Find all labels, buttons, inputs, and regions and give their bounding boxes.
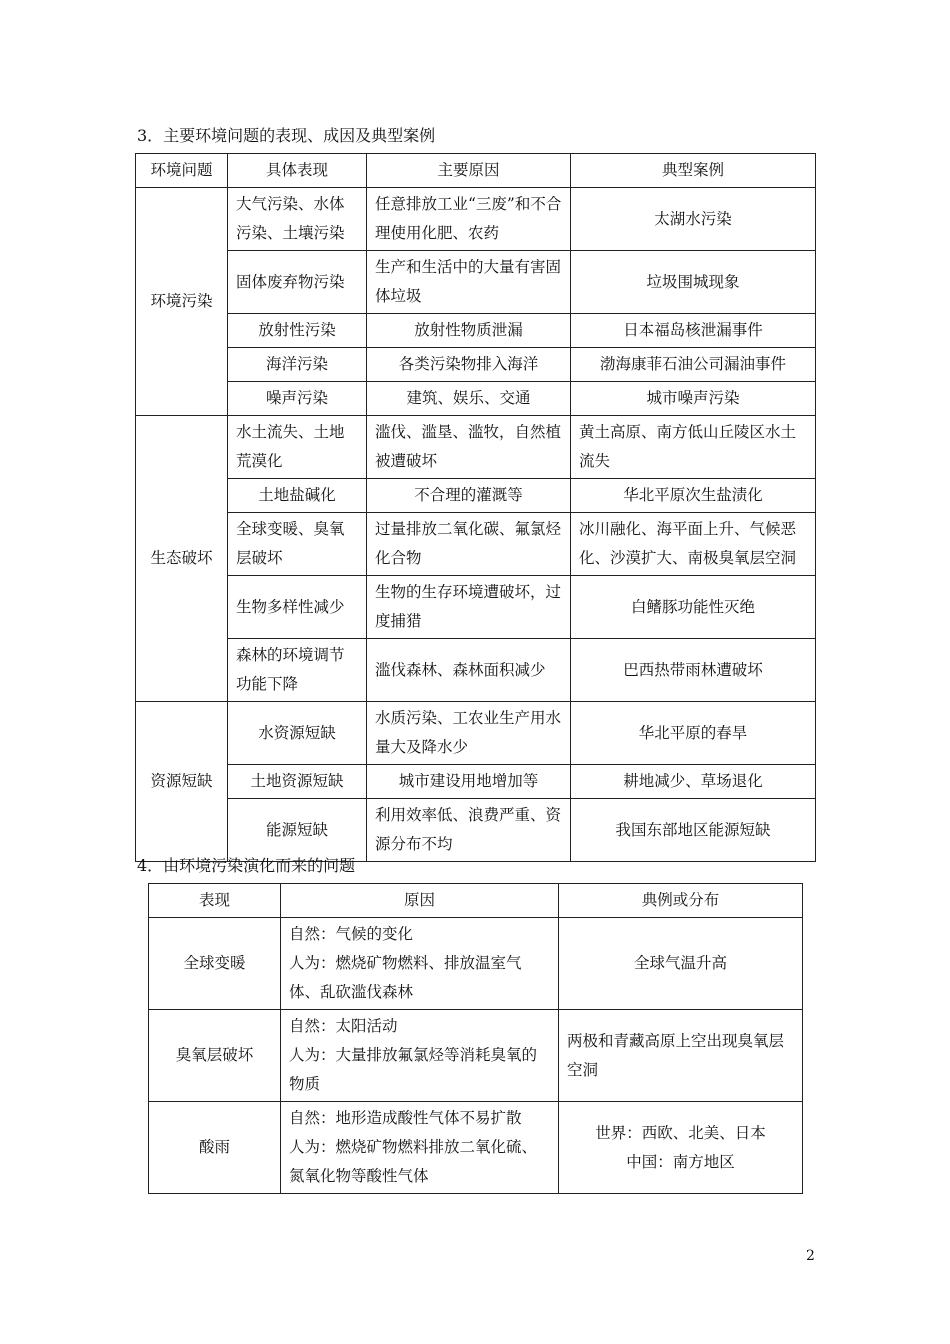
table-row bbox=[136, 765, 816, 799]
cause-cell bbox=[281, 918, 559, 1010]
cause-cell bbox=[281, 1102, 559, 1194]
cause-cell: 滥伐、滥垦、滥牧，自然植被遭破坏 bbox=[367, 416, 571, 479]
category-cell: 环境污染 bbox=[136, 188, 228, 416]
category-cell: 生态破坏 bbox=[136, 416, 228, 702]
case-cell: 巴西热带雨林遭破坏 bbox=[571, 639, 816, 702]
pollution-evolution-table bbox=[148, 883, 803, 1194]
cause-cell: 滥伐森林、森林面积减少 bbox=[367, 639, 571, 702]
table-row bbox=[136, 314, 816, 348]
performance-cell: 固体废弃物污染 bbox=[228, 251, 367, 314]
table-row bbox=[136, 639, 816, 702]
performance-cell: 土地资源短缺 bbox=[228, 765, 367, 799]
cause-cell: 过量排放二氧化碳、氟氯烃化合物 bbox=[367, 513, 571, 576]
case-cell: 华北平原次生盐渍化 bbox=[571, 479, 816, 513]
performance-cell: 生物多样性减少 bbox=[228, 576, 367, 639]
case-cell: 渤海康菲石油公司漏油事件 bbox=[571, 348, 816, 382]
table-row bbox=[136, 251, 816, 314]
table-row bbox=[136, 513, 816, 576]
case-cell: 耕地减少、草场退化 bbox=[571, 765, 816, 799]
cause-cell: 城市建设用地增加等 bbox=[367, 765, 571, 799]
table-row bbox=[149, 918, 803, 1010]
performance-cell: 海洋污染 bbox=[228, 348, 367, 382]
cause-cell: 水质污染、工农业生产用水量大及降水少 bbox=[367, 702, 571, 765]
example-line: 中国：南方地区 bbox=[626, 1152, 735, 1171]
header-example: 典例或分布 bbox=[559, 884, 803, 918]
table-row bbox=[136, 382, 816, 416]
human-cause: 人为：大量排放氟氯烃等消耗臭氧的物质 bbox=[289, 1046, 538, 1093]
environment-issues-table bbox=[135, 153, 816, 862]
performance-cell: 水土流失、土地荒漠化 bbox=[228, 416, 367, 479]
header-issue: 表现 bbox=[149, 884, 281, 918]
cause-cell: 放射性物质泄漏 bbox=[367, 314, 571, 348]
natural-cause: 自然：地形造成酸性气体不易扩散 bbox=[289, 1109, 522, 1127]
issue-cell: 酸雨 bbox=[149, 1102, 281, 1194]
issue-cell: 全球变暖 bbox=[149, 918, 281, 1010]
table-row bbox=[136, 188, 816, 251]
performance-cell: 大气污染、水体污染、土壤污染 bbox=[228, 188, 367, 251]
performance-cell: 水资源短缺 bbox=[228, 702, 367, 765]
cause-cell: 各类污染物排入海洋 bbox=[367, 348, 571, 382]
case-cell: 华北平原的春旱 bbox=[571, 702, 816, 765]
performance-cell: 森林的环境调节功能下降 bbox=[228, 639, 367, 702]
natural-cause: 自然：太阳活动 bbox=[289, 1017, 398, 1035]
section-4-title: 4．由环境污染演化而来的问题 bbox=[137, 856, 356, 875]
cause-cell: 生产和生活中的大量有害固体垃圾 bbox=[367, 251, 571, 314]
issue-cell: 臭氧层破坏 bbox=[149, 1010, 281, 1102]
table-row bbox=[136, 348, 816, 382]
example-line: 世界：西欧、北美、日本 bbox=[595, 1123, 766, 1142]
cause-cell: 建筑、娱乐、交通 bbox=[367, 382, 571, 416]
example-line: 全球气温升高 bbox=[633, 954, 727, 972]
performance-cell: 能源短缺 bbox=[228, 799, 367, 862]
header-cause: 原因 bbox=[281, 884, 559, 918]
table-row bbox=[149, 1102, 803, 1194]
case-cell: 冰川融化、海平面上升、气候恶化、沙漠扩大、南极臭氧层空洞 bbox=[571, 513, 816, 576]
cause-cell: 不合理的灌溉等 bbox=[367, 479, 571, 513]
performance-cell: 全球变暖、臭氧层破坏 bbox=[228, 513, 367, 576]
performance-cell: 土地盐碱化 bbox=[228, 479, 367, 513]
case-cell: 黄土高原、南方低山丘陵区水土流失 bbox=[571, 416, 816, 479]
cause-cell bbox=[281, 1010, 559, 1102]
case-cell: 我国东部地区能源短缺 bbox=[571, 799, 816, 862]
case-cell: 垃圾围城现象 bbox=[571, 251, 816, 314]
table-row bbox=[149, 1010, 803, 1102]
table-row bbox=[136, 416, 816, 479]
case-cell: 太湖水污染 bbox=[571, 188, 816, 251]
example-line: 两极和青藏高原上空出现臭氧层空洞 bbox=[567, 1031, 785, 1079]
table-row bbox=[136, 576, 816, 639]
natural-cause: 自然：气候的变化 bbox=[289, 925, 414, 943]
table-header-row bbox=[136, 154, 816, 188]
header-issue: 环境问题 bbox=[136, 154, 228, 188]
page-number: 2 bbox=[806, 1248, 815, 1264]
case-cell: 白鳍豚功能性灭绝 bbox=[571, 576, 816, 639]
cause-cell: 任意排放工业“三废”和不合理使用化肥、农药 bbox=[367, 188, 571, 251]
performance-cell: 放射性污染 bbox=[228, 314, 367, 348]
cause-cell: 生物的生存环境遭破坏，过度捕猎 bbox=[367, 576, 571, 639]
human-cause: 人为：燃烧矿物燃料、排放温室气体、乱砍滥伐森林 bbox=[289, 954, 522, 1001]
category-cell: 资源短缺 bbox=[136, 702, 228, 862]
performance-cell: 噪声污染 bbox=[228, 382, 367, 416]
example-cell bbox=[559, 918, 803, 1010]
table-row bbox=[136, 702, 816, 765]
case-cell: 城市噪声污染 bbox=[571, 382, 816, 416]
human-cause: 人为：燃烧矿物燃料排放二氧化硫、氮氧化物等酸性气体 bbox=[289, 1138, 538, 1185]
example-cell bbox=[559, 1102, 803, 1194]
cause-cell: 利用效率低、浪费严重、资源分布不均 bbox=[367, 799, 571, 862]
section-3-title: 3．主要环境问题的表现、成因及典型案例 bbox=[137, 126, 436, 145]
header-case: 典型案例 bbox=[571, 154, 816, 188]
table-row bbox=[136, 799, 816, 862]
header-cause: 主要原因 bbox=[367, 154, 571, 188]
example-cell bbox=[559, 1010, 803, 1102]
table-header-row bbox=[149, 884, 803, 918]
header-performance: 具体表现 bbox=[228, 154, 367, 188]
table-row bbox=[136, 479, 816, 513]
case-cell: 日本福岛核泄漏事件 bbox=[571, 314, 816, 348]
